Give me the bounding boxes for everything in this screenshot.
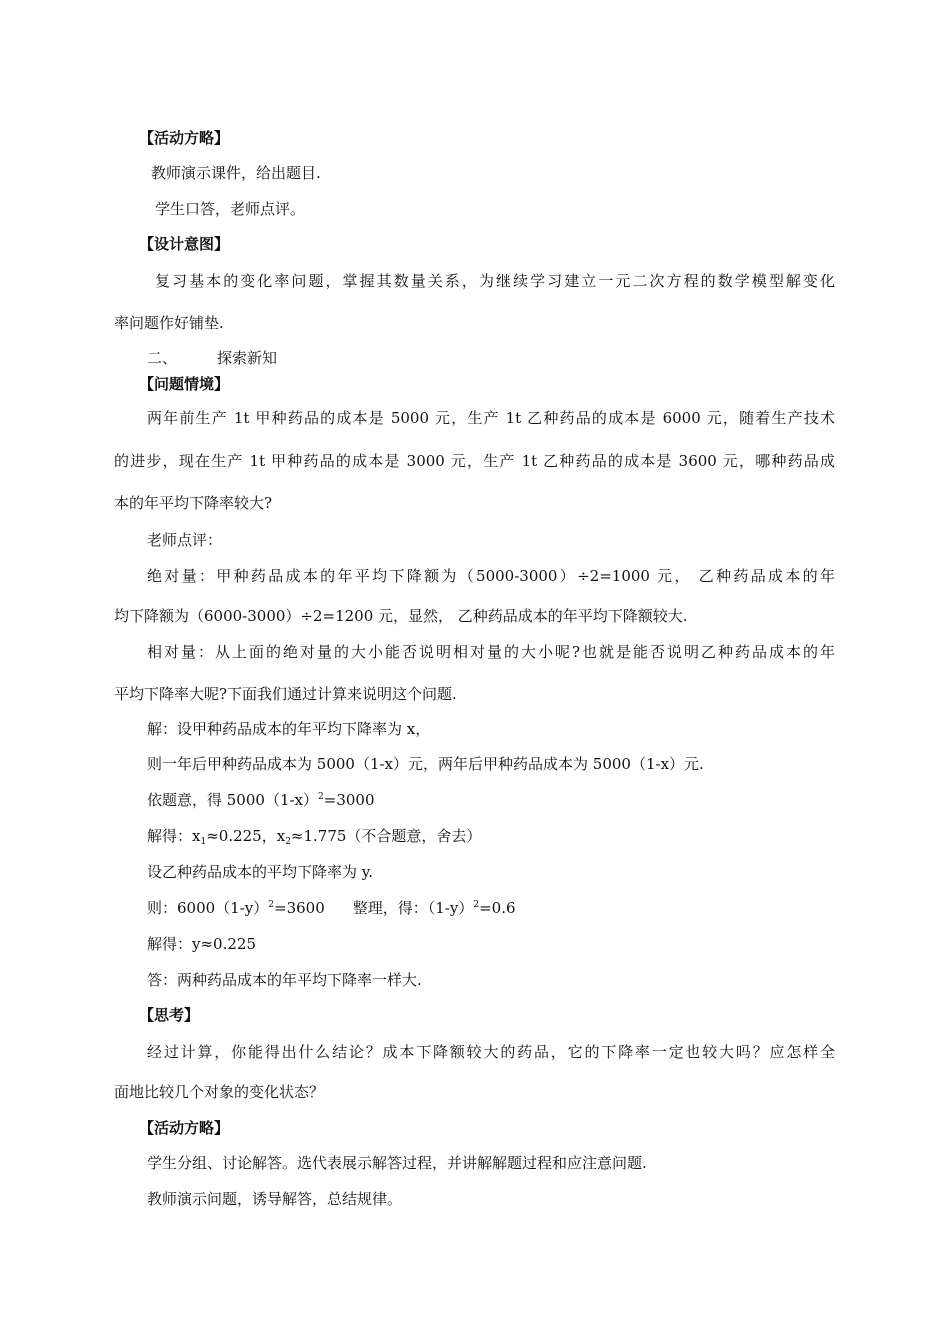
problem-line-2: 的进步，现在生产 1t 甲种药品的成本是 3000 元，生产 1t 乙种药品的成本是 3600 元，哪种药品成 — [114, 452, 835, 470]
section-number: 二、 — [147, 349, 178, 367]
solution-step-7: 解得：y≈0.225 — [147, 935, 256, 953]
relative-line-2: 平均下降率大呢?下面我们通过计算来说明这个问题. — [114, 685, 457, 703]
design-line-1: 复习基本的变化率问题，掌握其数量关系，为继续学习建立一元二次方程的数学模型解变化 — [155, 272, 835, 290]
absolute-line-1: 绝对量：甲种药品成本的年平均下降额为（5000-3000）÷2=1000 元， 乙种药品成本的年 — [147, 567, 835, 585]
think-line-2: 面地比较几个对象的变化状态？ — [114, 1083, 325, 1101]
relative-line-1: 相对量：从上面的绝对量的大小能否说明相对量的大小呢?也就是能否说明乙种药品成本的年 — [147, 643, 835, 661]
problem-heading: 【问题情境】 — [139, 375, 230, 393]
exponent: 2 — [318, 792, 324, 802]
subscript-1: 1 — [200, 837, 207, 847]
equation-text-c: 整理，得：（1-y） — [352, 899, 474, 917]
section-title: 探索新知 — [217, 349, 278, 367]
design-line-2: 率问题作好铺垫. — [114, 314, 224, 332]
equation-text-d: =0.6 — [479, 899, 516, 917]
activity2-line-2: 教师演示问题，诱导解答，总结规律。 — [147, 1190, 403, 1208]
activity2-line-1: 学生分组、讨论解答。选代表展示解答过程，并讲解解题过程和应注意问题. — [147, 1154, 647, 1172]
roots-text-b: ≈0.225，x — [206, 827, 286, 845]
exponent-1: 2 — [268, 900, 274, 910]
solution-step-2: 则一年后甲种药品成本为 5000（1-x）元，两年后甲种药品成本为 5000（1-x）元. — [147, 755, 704, 773]
solution-equation-2 — [147, 898, 516, 918]
exponent-2: 2 — [473, 900, 480, 910]
think-heading: 【思考】 — [139, 1006, 200, 1024]
subscript-2: 2 — [285, 837, 291, 847]
activity-heading-1: 【活动方略】 — [139, 129, 230, 147]
activity-heading-2: 【活动方略】 — [139, 1119, 230, 1137]
think-line-1: 经过计算，你能得出什么结论？成本下降额较大的药品，它的下降率一定也较大吗？应怎样全 — [147, 1043, 835, 1061]
equation-text-a: 则：6000（1-y） — [147, 899, 269, 917]
solution-equation-1 — [147, 790, 375, 810]
equation-text-b: =3600 — [274, 899, 325, 917]
solution-step-1: 解：设甲种药品成本的年平均下降率为 x， — [147, 720, 431, 738]
solution-roots-1 — [147, 826, 481, 846]
problem-line-1: 两年前生产 1t 甲种药品的成本是 5000 元，生产 1t 乙种药品的成本是 6000 元，随着生产技术 — [147, 409, 835, 427]
equation-result: =3000 — [323, 791, 375, 809]
solution-step-5: 设乙种药品成本的平均下降率为 y. — [147, 863, 374, 881]
equation-text: 依题意，得 5000（1-x） — [147, 791, 319, 809]
activity-line-1: 教师演示课件，给出题目. — [151, 164, 321, 182]
activity-line-2: 学生口答，老师点评。 — [155, 200, 306, 218]
problem-line-3: 本的年平均下降率较大? — [114, 494, 273, 512]
absolute-line-2: 均下降额为（6000-3000）÷2=1200 元，显然， 乙种药品成本的年平均下降额较大. — [114, 607, 688, 625]
roots-text-a: 解得：x — [147, 827, 201, 845]
section-heading-explore — [147, 348, 277, 368]
solution-answer: 答：两种药品成本的年平均下降率一样大. — [147, 971, 422, 989]
design-heading: 【设计意图】 — [139, 235, 230, 253]
roots-text-c: ≈1.775（不合题意，舍去） — [290, 827, 482, 845]
comment-label: 老师点评： — [147, 531, 223, 549]
